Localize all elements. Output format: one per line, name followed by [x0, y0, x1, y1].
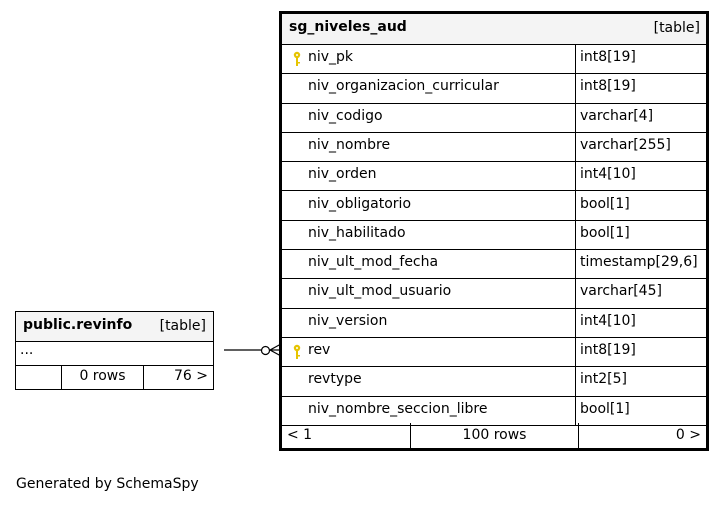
column-name: niv_habilitado — [308, 224, 406, 241]
column-row[interactable] — [282, 249, 706, 279]
column-name: niv_obligatorio — [308, 195, 412, 212]
row-count: 100 rows — [411, 423, 579, 448]
generated-by-label: Generated by SchemaSpy — [16, 476, 199, 492]
column-name: niv_nombre — [308, 136, 391, 153]
column-type: int8[19] — [575, 73, 706, 102]
column-row[interactable] — [282, 366, 706, 396]
column-name: rev — [308, 342, 331, 358]
column-row[interactable] — [282, 161, 706, 191]
table-kind: [table] — [159, 318, 206, 334]
column-type: int4[10] — [575, 161, 706, 190]
table-footer — [282, 423, 706, 448]
column-row[interactable] — [282, 191, 706, 221]
column-row[interactable] — [282, 220, 706, 250]
row-count: 0 rows — [62, 365, 144, 389]
table-public-revinfo[interactable] — [15, 311, 214, 390]
columns-ellipsis — [16, 341, 213, 366]
parents-count — [16, 365, 62, 389]
table-name[interactable]: sg_niveles_aud — [289, 19, 407, 35]
column-name: niv_ult_mod_usuario — [308, 283, 452, 300]
column-name: revtype — [308, 371, 362, 388]
key-icon — [292, 51, 302, 67]
column-type: int8[19] — [575, 44, 706, 73]
table-header — [16, 312, 213, 342]
column-type: bool[1] — [575, 220, 706, 249]
zero-cardinality-circle — [262, 347, 270, 355]
table-kind: [table] — [653, 20, 700, 36]
parents-count[interactable]: < 1 — [282, 423, 411, 448]
column-name: niv_ult_mod_fecha — [308, 254, 439, 271]
column-type: int8[19] — [575, 337, 706, 366]
column-type: bool[1] — [575, 191, 706, 220]
column-type: varchar[45] — [575, 278, 706, 307]
column-row[interactable] — [282, 396, 706, 426]
column-type: int2[5] — [575, 366, 706, 395]
column-name: niv_codigo — [308, 107, 383, 124]
column-row[interactable] — [282, 278, 706, 308]
ellipsis-text: ... — [20, 342, 34, 358]
column-row[interactable] — [282, 337, 706, 367]
column-type: int4[10] — [575, 308, 706, 337]
table-header — [282, 14, 706, 45]
children-count[interactable]: 0 > — [675, 427, 701, 443]
column-row[interactable] — [282, 308, 706, 338]
key-icon — [292, 344, 302, 360]
column-row[interactable] — [282, 103, 706, 133]
table-name[interactable]: public.revinfo — [23, 317, 133, 333]
column-name: niv_organizacion_curricular — [308, 78, 499, 95]
column-name: niv_pk — [308, 49, 354, 65]
column-name: niv_orden — [308, 166, 377, 183]
column-type: varchar[4] — [575, 103, 706, 132]
column-name: niv_version — [308, 312, 388, 329]
column-name: niv_nombre_seccion_libre — [308, 400, 488, 417]
column-type: timestamp[29,6] — [575, 249, 706, 278]
table-footer — [16, 365, 213, 389]
column-type: varchar[255] — [575, 132, 706, 161]
column-row[interactable] — [282, 73, 706, 103]
column-row[interactable] — [282, 44, 706, 74]
column-type: bool[1] — [575, 396, 706, 425]
column-row[interactable] — [282, 132, 706, 162]
table-sg-niveles-aud[interactable] — [279, 11, 709, 451]
children-count[interactable]: 76 > — [174, 368, 208, 384]
